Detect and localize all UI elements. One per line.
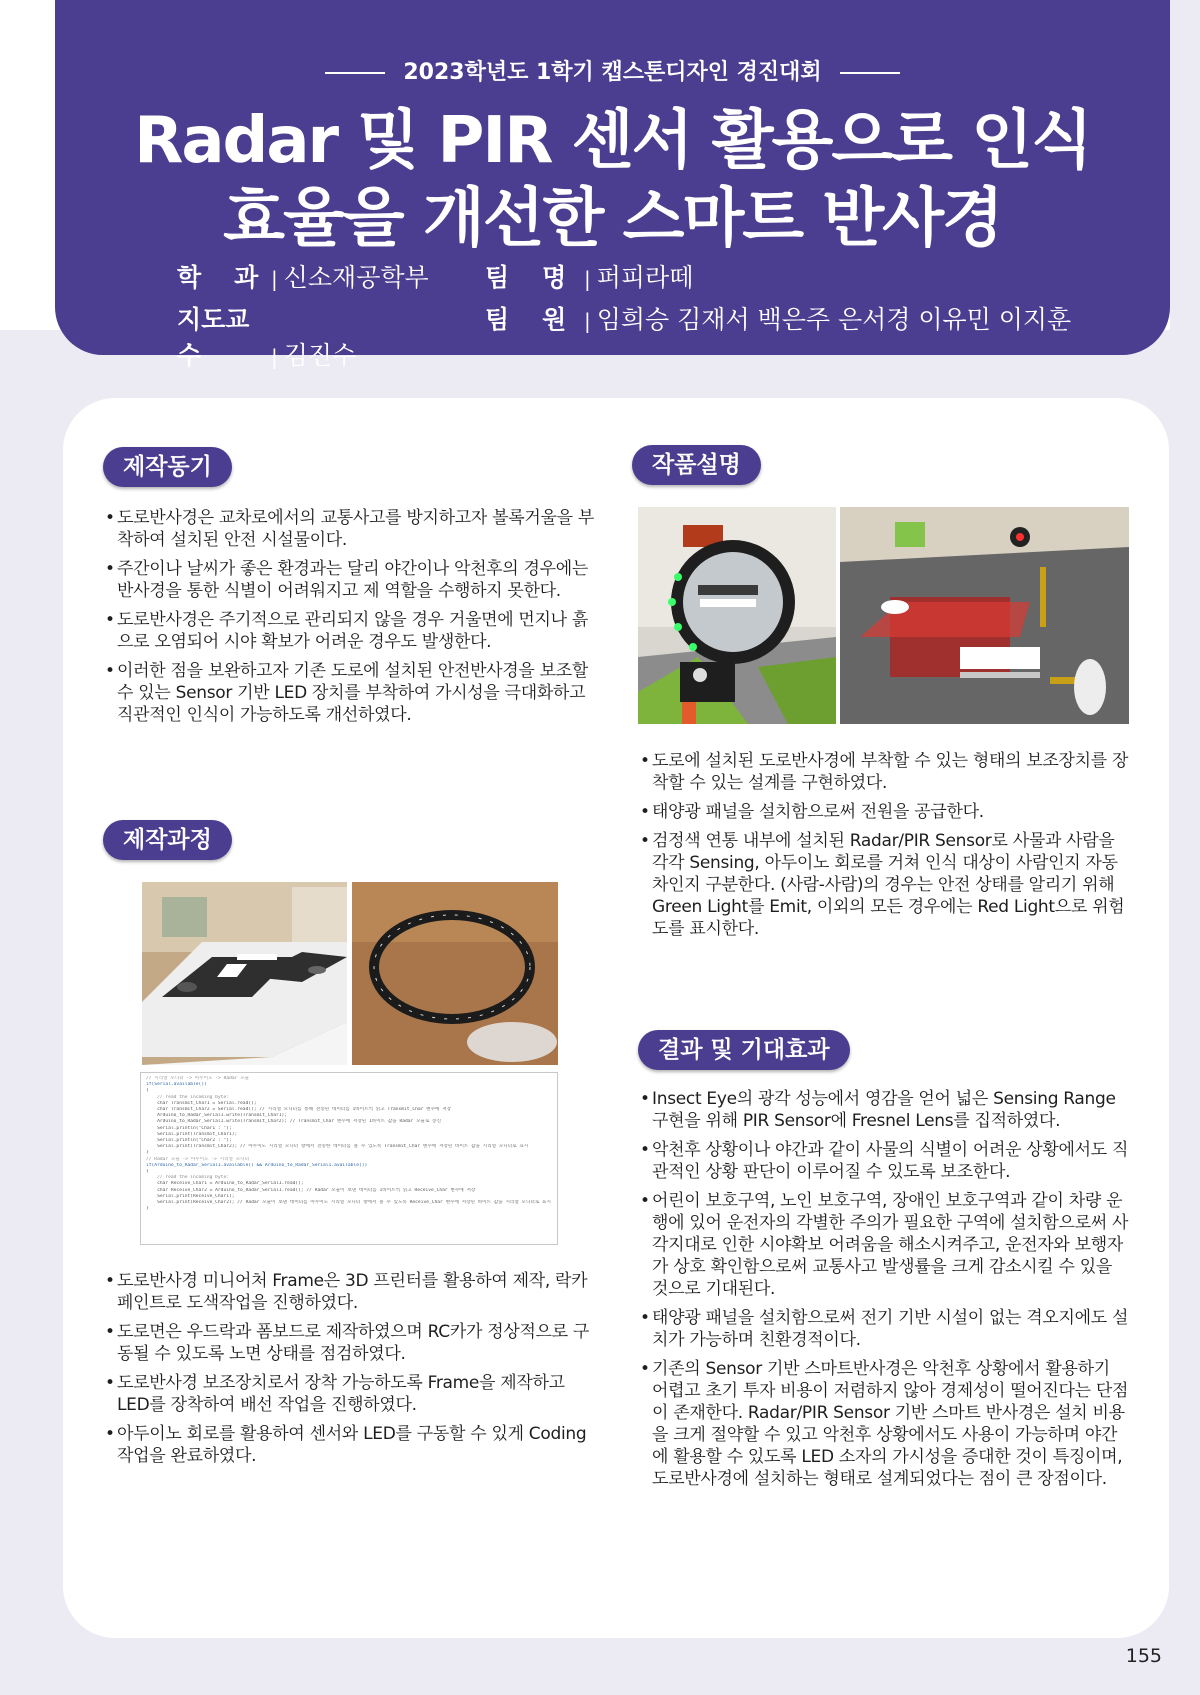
photo-miniature-road — [840, 507, 1129, 724]
photo-road-mockup — [142, 882, 347, 1065]
code-line: Serial.print(Transmit_Char2); // 아두이노 시리얼 모니터 창에서 전송한 데이터를 볼 수 있도록 Transmit_Char 변수에 저장된 바이트 값을 시리얼 모니터로 표시 — [146, 1144, 529, 1150]
members-separator: | — [584, 309, 591, 333]
code-line: } — [146, 1150, 149, 1156]
code-line: // 시리얼 모니터 -> 아두이노 -> Radar 모듈 — [146, 1076, 250, 1081]
team-name-label: 팀 명 — [485, 263, 571, 292]
code-line: // read the incoming byte: — [146, 1094, 229, 1100]
section-title-process: 제작과정 — [103, 820, 232, 860]
list-item: • 아두이노 회로를 활용하여 센서와 LED를 구동할 수 있게 Coding 작업을 완료하였다. — [105, 1423, 600, 1467]
dept-value: 신소재공학부 — [283, 263, 429, 292]
process-list — [105, 1270, 600, 1474]
code-line: Serial.print(Receive_Char2); // Radar 모듈이 보낸 데이터를 아두이노 시리얼 모니터 창에서 볼 수 있도록 Receive_Char 변수에 저장된 바이트 값을 시리얼 모니터로 표시 — [146, 1200, 551, 1206]
section-title-results: 결과 및 기대효과 — [638, 1030, 850, 1070]
motivation-list — [105, 507, 600, 733]
code-line: { — [146, 1088, 149, 1094]
list-item: • 태양광 패널을 설치함으로써 전기 기반 시설이 없는 격오지에도 설치가 가능하며 친환경적이다. — [640, 1307, 1130, 1351]
page-title — [55, 102, 1170, 258]
section-title-motivation: 제작동기 — [103, 447, 232, 487]
dept-label: 학 과 — [177, 263, 263, 292]
description-list — [640, 750, 1130, 947]
advisor-separator: | — [271, 345, 278, 369]
code-line: Serial.println("Char2 : "); — [146, 1138, 232, 1144]
photo-led-ring — [352, 882, 558, 1065]
code-line: // Radar 모듈 -> 아두이노 -> 시리얼 모니터 — [146, 1156, 250, 1162]
list-item: • 검정색 연통 내부에 설치된 Radar/PIR Sensor로 사물과 사람을 각각 Sensing, 아두이노 회로를 거쳐 인식 대상이 사람인지 자동차인지 구분한다. (사람-사람)의 경우는 안전 상태를 알리기 위해 Green Light를 Emit, 이외의 모든 경우에는 Red Light으로 위험도를 표시한다. — [640, 830, 1130, 940]
photo-smart-mirror-device — [638, 507, 836, 724]
title-line-2: 효율을 개선한 스마트 반사경 — [223, 182, 1002, 256]
code-line: Arduino_to_Radar_Serial1.write(Transmit_Char1); — [146, 1113, 288, 1119]
title-line-1: Radar 및 PIR 센서 활용으로 인식 — [134, 104, 1091, 178]
code-line: Serial.print(Receive_Char1); — [146, 1193, 235, 1199]
code-line: char Transmit_Char1 = Serial.read(); — [146, 1100, 257, 1106]
list-item: • 태양광 패널을 설치함으로써 전원을 공급한다. — [640, 801, 1130, 823]
dept-row — [177, 258, 429, 294]
list-item: • 도로에 설치된 도로반사경에 부착할 수 있는 형태의 보조장치를 장착할 수 있는 설계를 구현하였다. — [640, 750, 1130, 794]
code-line: } — [146, 1206, 149, 1212]
advisor-value: 김진수 — [283, 341, 357, 370]
members-label: 팀 원 — [485, 305, 571, 334]
code-line: Arduino_to_Radar_Serial1.write(Transmit_Char2); // Transmit_Char 변수에 저장된 1바이트 값을 Radar 모듈로 송신 — [146, 1119, 442, 1125]
header-banner — [55, 0, 1170, 370]
code-line: Serial.print(Transmit_Char1); — [146, 1131, 238, 1137]
list-item: • 도로반사경은 주기적으로 관리되지 않을 경우 거울면에 먼지나 흙으로 오염되어 시야 확보가 어려운 경우도 발생한다. — [105, 609, 600, 653]
list-item: • 어린이 보호구역, 노인 보호구역, 장애인 보호구역과 같이 차량 운행에 있어 운전자의 각별한 주의가 필요한 구역에 설치함으로써 사각지대로 인한 시야확보 어려움을 해소시켜주고, 운전자와 보행자가 상호 확인함으로써 교통사고 발생률을 크게 감소시킬 수 있을 것으로 기대된다. — [640, 1190, 1130, 1300]
advisor-row — [177, 300, 356, 372]
code-line: // read the incoming byte: — [146, 1175, 229, 1181]
members-row — [485, 300, 1071, 336]
list-item: • 이러한 점을 보완하고자 기존 도로에 설치된 안전반사경을 보조할 수 있는 Sensor 기반 LED 장치를 부착하여 가시성을 극대화하고 직관적인 인식이 가능하도록 개선하였다. — [105, 660, 600, 726]
list-item: • Insect Eye의 광각 성능에서 영감을 얻어 넓은 Sensing Range 구현을 위해 PIR Sensor에 Fresnel Lens를 집적하였다. — [640, 1088, 1130, 1132]
advisor-label: 지도교수 — [177, 305, 250, 370]
subtitle-line-left — [325, 72, 385, 74]
subtitle-text: 2023학년도 1학기 캡스톤디자인 경진대회 — [403, 60, 822, 85]
team-name-value: 퍼피라떼 — [596, 263, 694, 292]
code-line: if(Serial.available()) — [146, 1082, 207, 1088]
team-name-separator: | — [584, 267, 591, 291]
list-item: • 도로반사경은 교차로에서의 교통사고를 방지하고자 볼록거울을 부착하여 설치된 안전 시설물이다. — [105, 507, 600, 551]
contest-subtitle — [55, 55, 1170, 86]
list-item: • 기존의 Sensor 기반 스마트반사경은 악천후 상황에서 활용하기 어렵고 초기 투자 비용이 저렴하지 않아 경제성이 떨어진다는 단점이 존재한다. Radar/PIR Sensor 기반 스마트 반사경은 설치 비용을 크게 절약할 수 있고 악천후 상황에서도 사용이 가능하며 야간에 활용할 수 있도록 LED 소자의 가시성을 증대한 것이 특징이며, 도로반사경에 설치하는 형태로 설계되었다는 점이 큰 장점이다. — [640, 1358, 1130, 1490]
subtitle-line-right — [840, 72, 900, 74]
page-number: 155 — [1125, 1645, 1162, 1667]
code-line: char Transmit_Char2 = Serial.read(); // 시리얼 모니터를 통해 전송된 데이터를 1바이트씩 읽고 Transmit_Char 변수에 저장 — [146, 1107, 452, 1113]
list-item: • 도로반사경 미니어처 Frame은 3D 프린터를 활용하여 제작, 락카 페인트로 도색작업을 진행하였다. — [105, 1270, 600, 1314]
arduino-code-screenshot — [140, 1072, 558, 1245]
results-list — [640, 1088, 1130, 1497]
list-item: • 도로면은 우드락과 폼보드로 제작하였으며 RC카가 정상적으로 구동될 수 있도록 노면 상태를 점검하였다. — [105, 1321, 600, 1365]
code-line: Serial.println("Char1 : "); — [146, 1125, 232, 1131]
list-item: • 도로반사경 보조장치로서 장착 가능하도록 Frame을 제작하고 LED를 장착하여 배선 작업을 진행하였다. — [105, 1372, 600, 1416]
team-name-row — [485, 258, 693, 294]
code-line: char Receive_Char1 = Arduino_to_Radar_Serial1.read(); — [146, 1181, 304, 1187]
members-value: 임희승 김재서 백은주 은서경 이유민 이지훈 — [596, 305, 1072, 334]
dept-separator: | — [271, 267, 278, 291]
code-line: if(Arduino_to_Radar_Serial1.available() && Arduino_to_Radar_Serial1.available()) — [146, 1162, 368, 1168]
section-title-description: 작품설명 — [632, 445, 761, 485]
code-line: { — [146, 1169, 149, 1175]
list-item: • 악천후 상황이나 야간과 같이 사물의 식별이 어려운 상황에서도 직관적인 상황 판단이 이루어질 수 있도록 보조한다. — [640, 1139, 1130, 1183]
code-line: char Receive_Char2 = Arduino_to_Radar_Serial1.read(); // Radar 모듈이 보낸 데이터를 1바이트씩 읽고 Receive_Char 변수에 저장 — [146, 1187, 476, 1193]
list-item: • 주간이나 날씨가 좋은 환경과는 달리 야간이나 악천후의 경우에는 반사경을 통한 식별이 어려워지고 제 역할을 수행하지 못한다. — [105, 558, 600, 602]
